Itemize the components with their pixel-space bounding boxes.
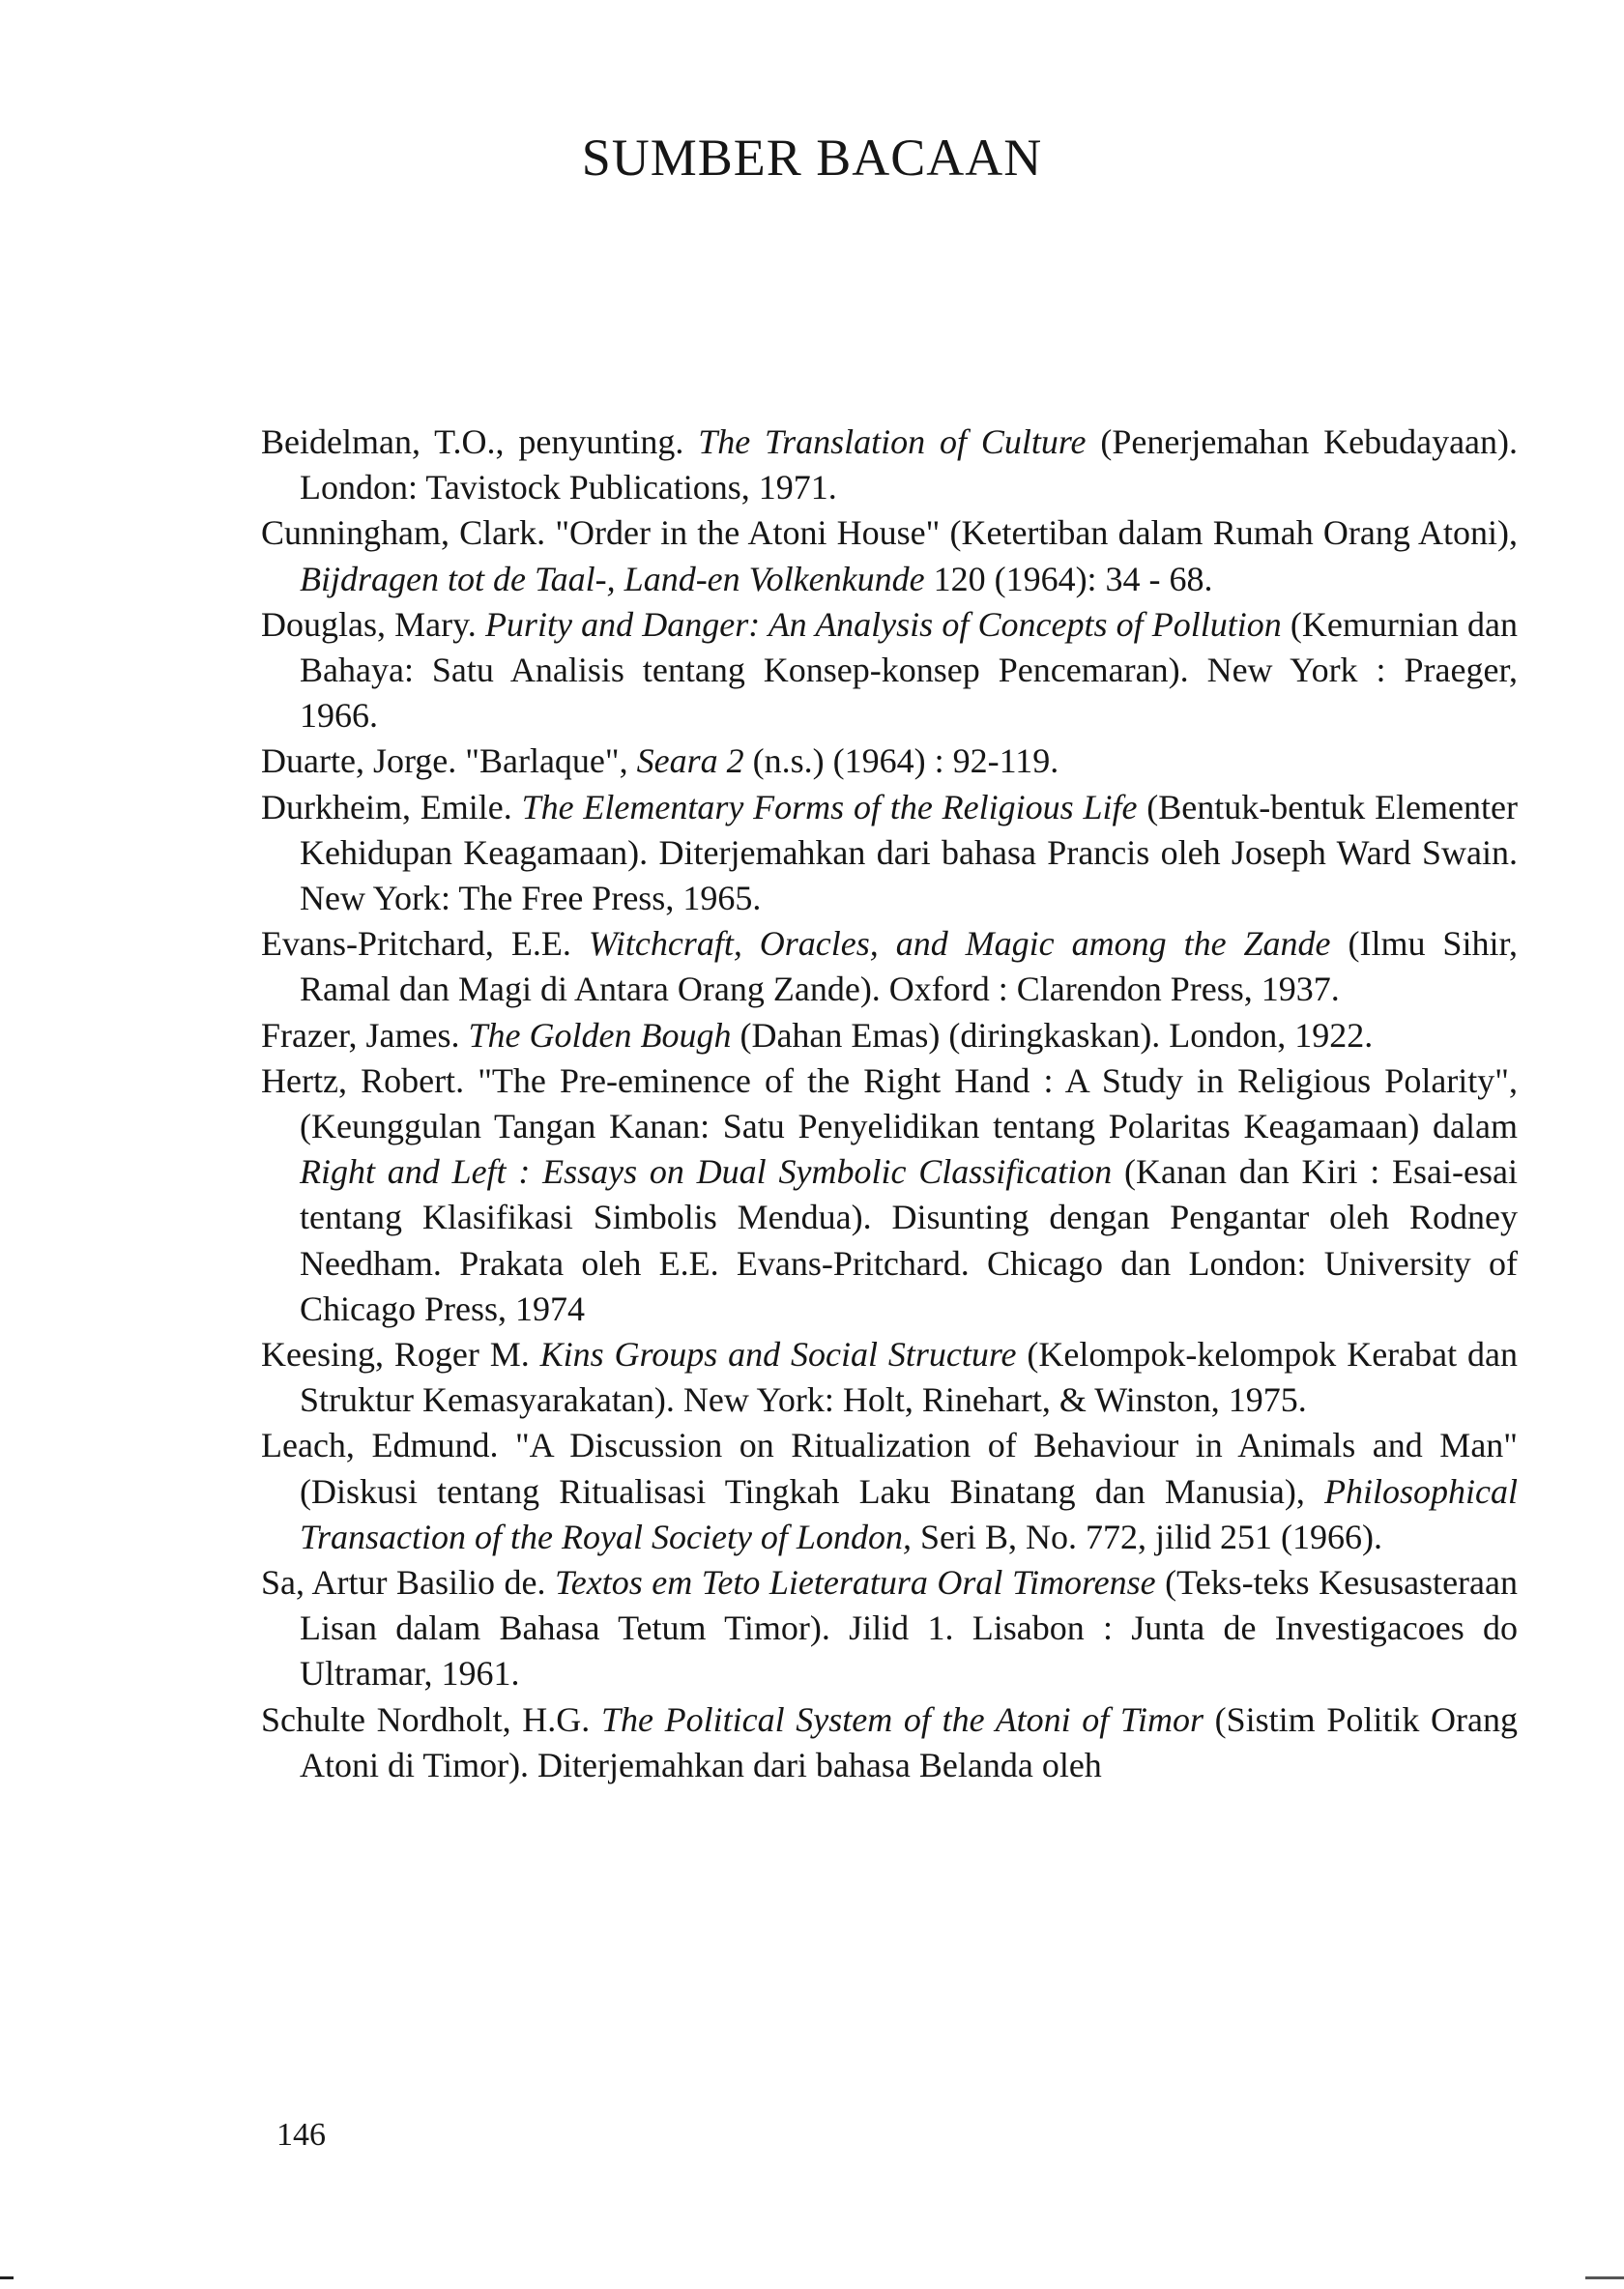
scan-edge-mark bbox=[1585, 2276, 1624, 2279]
reference-title: Bijdragen tot de Taal-, Land-en Volkenkunde bbox=[300, 559, 925, 598]
reference-text: 120 (1964): 34 - 68. bbox=[924, 559, 1213, 598]
reference-text: (Penerjemahan Kebudayaan). London: Tavistock Publications, 1971. bbox=[300, 422, 1519, 507]
reference-text: Schulte Nordholt, H.G. bbox=[261, 1699, 601, 1739]
reference-entry bbox=[261, 602, 1518, 739]
reference-text: (Bentuk-bentuk Elementer Kehidupan Keagamaan). Diterjemahkan dari bahasa Prancis oleh Joseph Ward Swain. New York: The Free Press, 1965. bbox=[300, 787, 1518, 918]
reference-text: (Kanan dan Kiri : Esai-esai tentang Klasifikasi Simbolis Mendua). Disunting dengan Pengantar oleh Rodney Needham. Prakata oleh E.E. Evans-Pritchard. Chicago dan London: University of Chicago Press, 1974 bbox=[300, 1152, 1518, 1328]
reference-title: Purity and Danger: An Analysis of Concepts of Pollution bbox=[484, 604, 1282, 644]
reference-text: (Sistim Politik Orang Atoni di Timor). Diterjemahkan dari bahasa Belanda oleh bbox=[300, 1699, 1519, 1784]
reference-title: The Elementary Forms of the Religious Life bbox=[521, 787, 1138, 826]
reference-text: Douglas, Mary. bbox=[261, 604, 485, 644]
reference-title: Seara 2 bbox=[636, 741, 744, 781]
page-title: SUMBER BACAAN bbox=[581, 129, 1043, 187]
reference-text: (Kemurnian dan Bahaya: Satu Analisis tentang Konsep-konsep Pencemaran). New York : Praeger, 1966. bbox=[300, 604, 1518, 736]
reference-text: Cunningham, Clark. "Order in the Atoni House" (Ketertiban dalam Rumah Orang Atoni), bbox=[261, 513, 1518, 553]
reference-entry bbox=[261, 739, 1518, 784]
reference-text: (Teks-teks Kesusasteraan Lisan dalam Bahasa Tetum Timor). Jilid 1. Lisabon : Junta de Investigacoes do Ultramar, 1961. bbox=[300, 1563, 1518, 1694]
reference-text: Beidelman, T.O., penyunting. bbox=[261, 422, 699, 461]
reference-title: The Golden Bough bbox=[468, 1015, 732, 1055]
reference-text: (Ilmu Sihir, Ramal dan Magi di Antara Orang Zande). Oxford : Clarendon Press, 1937. bbox=[300, 924, 1519, 1009]
bibliography-list bbox=[261, 420, 1518, 1788]
reference-text: (Kelompok-kelompok Kerabat dan Struktur Kemasyarakatan). New York: Holt, Rinehart, & Winston, 1975. bbox=[300, 1335, 1518, 1420]
reference-text: (n.s.) (1964) : 92-119. bbox=[743, 741, 1059, 781]
reference-entry bbox=[261, 420, 1518, 510]
reference-entry bbox=[261, 921, 1518, 1012]
reference-entry bbox=[261, 1560, 1518, 1697]
page-number: 146 bbox=[276, 2117, 326, 2153]
reference-text: Leach, Edmund. "A Discussion on Ritualization of Behaviour in Animals and Man" (Diskusi tentang Ritualisasi Tingkah Laku Binatang dan Manusia), bbox=[261, 1426, 1518, 1511]
reference-title: The Political System of the Atoni of Timor bbox=[600, 1699, 1204, 1739]
reference-text: Keesing, Roger M. bbox=[261, 1335, 540, 1375]
reference-title: Textos em Teto Lieteratura Oral Timorense bbox=[555, 1563, 1156, 1603]
reference-text: Durkheim, Emile. bbox=[261, 787, 522, 826]
reference-entry bbox=[261, 1058, 1518, 1332]
reference-text: Frazer, James. bbox=[261, 1015, 469, 1055]
reference-title: Kins Groups and Social Structure bbox=[539, 1335, 1017, 1375]
reference-title: The Translation of Culture bbox=[698, 422, 1087, 461]
reference-entry bbox=[261, 1332, 1518, 1423]
reference-text: (Dahan Emas) (diringkaskan). London, 1922. bbox=[731, 1015, 1374, 1055]
reference-text: Sa, Artur Basilio de. bbox=[261, 1563, 556, 1603]
scan-edge-mark bbox=[0, 2276, 14, 2279]
reference-entry bbox=[261, 1013, 1518, 1058]
reference-title: Right and Left : Essays on Dual Symbolic Classification bbox=[300, 1152, 1113, 1192]
reference-text: Evans-Pritchard, E.E. bbox=[261, 924, 589, 964]
reference-entry bbox=[261, 1423, 1518, 1560]
reference-text: Seri B, No. 772, jilid 251 (1966). bbox=[911, 1517, 1382, 1556]
reference-title: Philosophical Transaction of the Royal Society of London, bbox=[300, 1471, 1518, 1556]
reference-entry bbox=[261, 785, 1518, 922]
reference-entry bbox=[261, 510, 1518, 601]
reference-text: Duarte, Jorge. "Barlaque", bbox=[261, 741, 637, 781]
reference-text: Hertz, Robert. "The Pre-eminence of the Right Hand : A Study in Religious Polarity", (Keunggulan Tangan Kanan: Satu Penyelidikan tentang Polaritas Keagamaan) dalam bbox=[261, 1060, 1518, 1146]
reference-title: Witchcraft, Oracles, and Magic among the Zande bbox=[588, 924, 1331, 964]
reference-entry bbox=[261, 1697, 1518, 1788]
